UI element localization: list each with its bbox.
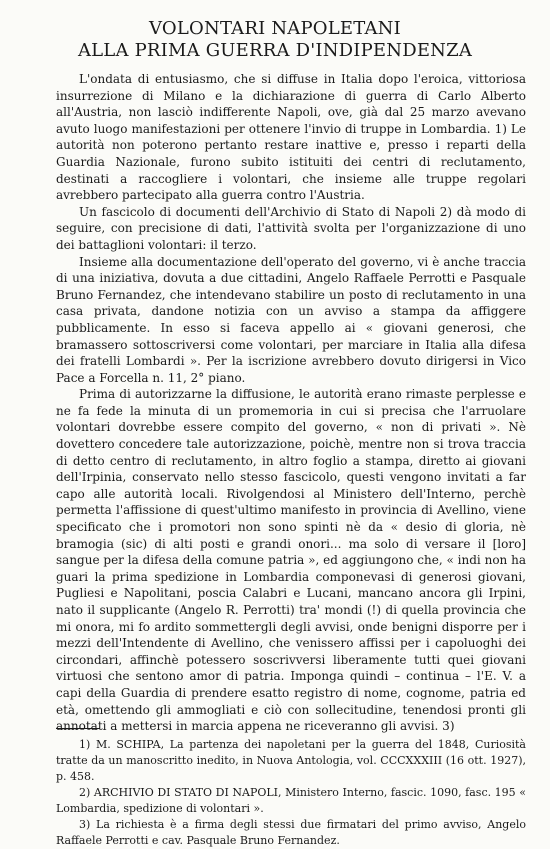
title-line-2: ALLA PRIMA GUERRA D'INDIPENDENZA [77,40,473,61]
footnote-divider [56,728,100,729]
body-text [56,71,526,735]
paragraph-4: Prima di autorizzarne la diffusione, le autorità erano rimaste perplesse e ne fa fede la minuta di un promemoria in cui si precisa che l'arruolare volontari dovrebbe essere compito del governo, « non di privati ». Nè dovettero concedere tale autorizzazione, poichè, mentre non si trova traccia di detto centro di reclutamento, in altro foglio a stampa, diretto ai giovani dell'Irpinia, conservato nello stesso fascicolo, questi vengono invitati a far capo alle autorità locali. Rivolgendosi al Ministero dell'Interno, perchè permetta l'affissione di quest'ultimo manifesto in provincia di Avellino, viene specificato che i promotori non sono spinti nè da « desio di gloria, nè bramogia (sic) di alti posti e grandi onori... ma solo di versare il [loro] sangue per la difesa della comune patria », ed aggiungono che, « indi non ha guari la prima spedizione in Lombardia componevasi di generosi giovani, Pugliesi e Napolitani, poscia Calabri e Lucani, mancano ancora gli Irpini, nato il supplicante (Angelo R. Perrotti) tra' mondi (!) di quella provincia che mi onora, mi fo ardito sommettergli degli avvisi, onde benigni disporre per i mezzi dell'Intendente di Avellino, che venissero affissi per i capoluoghi dei circondari, affinchè potessero soscrivversi liberamente tutti quei giovani virtuosi che sentono amor di patria. Imponga quindi – continua – l'E. V. a capi della Guardia di prendere esatto registro di nome, cognome, patria ed età, omettendo gli ammogliati e ciò con sollecitudine, tenendosi pronti gli annotati a mettersi in marcia appena ne riceveranno gli avvisi. 3) [56,387,526,734]
footnote-3: 3) La richiesta è a firma degli stessi due firmatari del primo avviso, Angelo Raffaele Perrotti e cav. Pasquale Bruno Fernandez. [56,818,526,847]
title-line-1: VOLONTARI NAPOLETANI [149,18,401,39]
footnote-2: 2) ARCHIVIO DI STATO DI NAPOLI, Ministero Interno, fascic. 1090, fasc. 195 « Lombardia, spedizione di volontari ». [56,786,526,815]
paragraph-3: Insieme alla documentazione dell'operato del governo, vi è anche traccia di una iniziativa, dovuta a due cittadini, Angelo Raffaele Perrotti e Pasquale Bruno Fernandez, che intendevano stabilire un posto di reclutamento in una casa privata, dandone notizia con un avviso a stampa da affiggere pubblicamente. In esso si faceva appello ai « giovani generosi, che bramassero sottoscriversi come volontari, per marciare in Italia alla difesa dei fratelli Lombardi ». Per la iscrizione avrebbero dovuto dirigersi in Vico Pace a Forcella n. 11, 2° piano. [56,254,526,385]
paragraph-1: L'ondata di entusiasmo, che si diffuse in Italia dopo l'eroica, vittoriosa insurrezione di Milano e la dichiarazione di guerra di Carlo Alberto all'Austria, non lasciò indifferente Napoli, ove, già dal 25 marzo avevano avuto luogo manifestazioni per ottenere l'invio di truppe in Lombardia. 1) Le autorità non poterono pertanto restare inattive e, presso i reparti della Guardia Nazionale, furono subito istituiti dei centri di reclutamento, destinati a raccogliere i volontari, che insieme alle truppe regolari avrebbero partecipato alla guerra contro l'Austria. [56,72,526,203]
page-title [0,18,550,62]
footnote-1: 1) M. SCHIPA, La partenza dei napoletani per la guerra del 1848, Curiosità tratte da un manoscritto inedito, in Nuova Antologia, vol. CCCXXXIII (16 ott. 1927), p. 458. [56,738,526,783]
paragraph-2: Un fascicolo di documenti dell'Archivio di Stato di Napoli 2) dà modo di seguire, con precisione di dati, l'attività svolta per l'organizzazione di uno dei battaglioni volontari: il terzo. [56,204,526,252]
footnotes [56,737,526,849]
